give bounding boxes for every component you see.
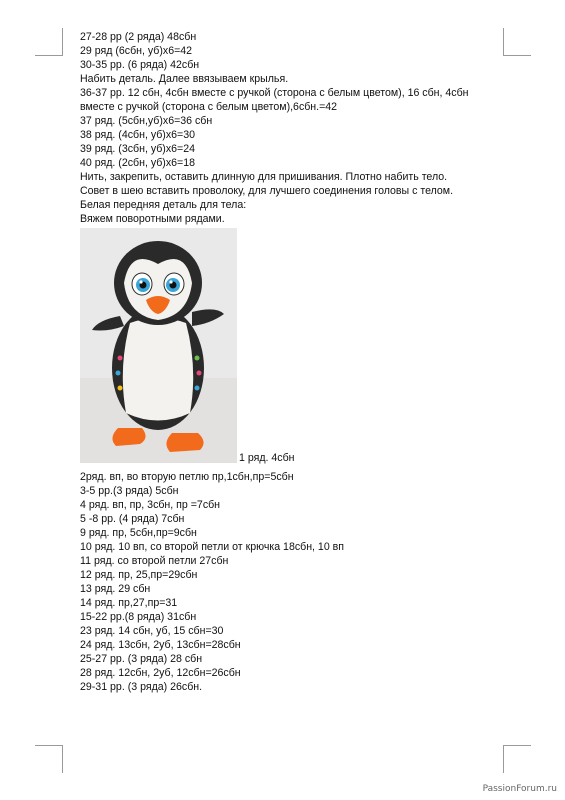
instruction-line: 37 ряд. (5сбн,уб)х6=36 сбн bbox=[80, 115, 213, 127]
instruction-line: Нить, закрепить, оставить длинную для пришивания. Плотно набить тело. bbox=[80, 171, 448, 183]
crop-mark-top-right-v bbox=[503, 55, 531, 56]
instruction-line: 39 ряд. (3сбн, уб)х6=24 bbox=[80, 143, 195, 155]
crop-mark-top-left-v bbox=[35, 55, 63, 56]
penguin-photo bbox=[80, 228, 237, 463]
watermark: PassionForum.ru bbox=[482, 784, 557, 794]
instruction-line: 4 ряд. вп, пр, 3сбн, пр =7сбн bbox=[80, 499, 221, 511]
photo-row bbox=[80, 226, 500, 464]
instructions-bottom bbox=[80, 470, 500, 694]
instruction-line: 9 ряд. пр, 5сбн,пр=9сбн bbox=[80, 527, 197, 539]
crop-mark-bottom-right-v bbox=[503, 745, 531, 746]
side-bead bbox=[118, 356, 123, 361]
body-front bbox=[123, 318, 193, 421]
instruction-line: 38 ряд. (4сбн, уб)х6=30 bbox=[80, 129, 195, 141]
side-bead bbox=[197, 371, 202, 376]
instruction-line: 3-5 рр.(3 ряда) 5сбн bbox=[80, 485, 179, 497]
instruction-line: 2ряд. вп, во вторую петлю пр,1сбн,пр=5сбн bbox=[80, 471, 294, 483]
right-foot bbox=[166, 433, 203, 452]
instruction-line: 13 ряд. 29 сбн bbox=[80, 583, 151, 595]
instruction-line: 12 ряд. пр, 25,пр=29сбн bbox=[80, 569, 198, 581]
instruction-line: 29 ряд (6сбн, уб)х6=42 bbox=[80, 45, 193, 57]
instruction-line: 30-35 рр. (6 ряда) 42сбн bbox=[80, 59, 200, 71]
instruction-line: 28 ряд. 12сбн, 2уб, 12сбн=26сбн bbox=[80, 667, 241, 679]
instruction-line: 29-31 рр. (3 ряда) 26сбн. bbox=[80, 681, 203, 693]
side-bead bbox=[195, 356, 200, 361]
right-eye-highlight bbox=[169, 280, 172, 283]
instruction-line: Набить деталь. Далее ввязываем крылья. bbox=[80, 73, 289, 85]
crop-mark-top-left-h bbox=[62, 28, 63, 56]
crop-mark-bottom-left-h bbox=[62, 745, 63, 773]
instructions-top bbox=[80, 30, 500, 226]
crop-mark-bottom-right-h bbox=[503, 745, 504, 773]
instruction-line: 15-22 рр.(8 ряда) 31сбн bbox=[80, 611, 197, 623]
instruction-line: 10 ряд. 10 вп, со второй петли от крючка 18сбн, 10 вп bbox=[80, 541, 345, 553]
penguin-illustration bbox=[80, 228, 237, 463]
instruction-line: 11 ряд. со второй петли 27сбн bbox=[80, 555, 229, 567]
instruction-line: Совет в шею вставить проволоку, для лучшего соединения головы с телом. bbox=[80, 185, 454, 197]
document-body bbox=[80, 30, 500, 694]
side-bead bbox=[118, 386, 123, 391]
instruction-line: Белая передняя деталь для тела: bbox=[80, 199, 247, 211]
left-foot bbox=[112, 428, 145, 446]
instruction-line: 27-28 рр (2 ряда) 48сбн bbox=[80, 31, 197, 43]
crop-mark-bottom-left-v bbox=[35, 745, 63, 746]
instruction-line: 14 ряд. пр,27,пр=31 bbox=[80, 597, 178, 609]
instruction-line: 36-37 рр. 12 сбн, 4сбн вместе с ручкой (сторона с белым цветом), 16 сбн, 4сбн вместе с ручкой (сторона с белым цветом),6сбн.=42 bbox=[80, 87, 469, 113]
crop-mark-top-right-h bbox=[503, 28, 504, 56]
side-bead bbox=[116, 371, 121, 376]
instruction-line: 40 ряд. (2сбн, уб)х6=18 bbox=[80, 157, 195, 169]
instruction-line: 25-27 рр. (3 ряда) 28 сбн bbox=[80, 653, 203, 665]
instruction-line: Вяжем поворотными рядами. bbox=[80, 213, 225, 225]
instruction-line: 23 ряд. 14 сбн, уб, 15 сбн=30 bbox=[80, 625, 224, 637]
instruction-line: 24 ряд. 13сбн, 2уб, 13сбн=28сбн bbox=[80, 639, 241, 651]
photo-caption: 1 ряд. 4сбн bbox=[239, 452, 295, 464]
side-bead bbox=[195, 386, 200, 391]
instruction-line: 5 -8 рр. (4 ряда) 7сбн bbox=[80, 513, 185, 525]
left-eye-highlight bbox=[139, 280, 142, 283]
